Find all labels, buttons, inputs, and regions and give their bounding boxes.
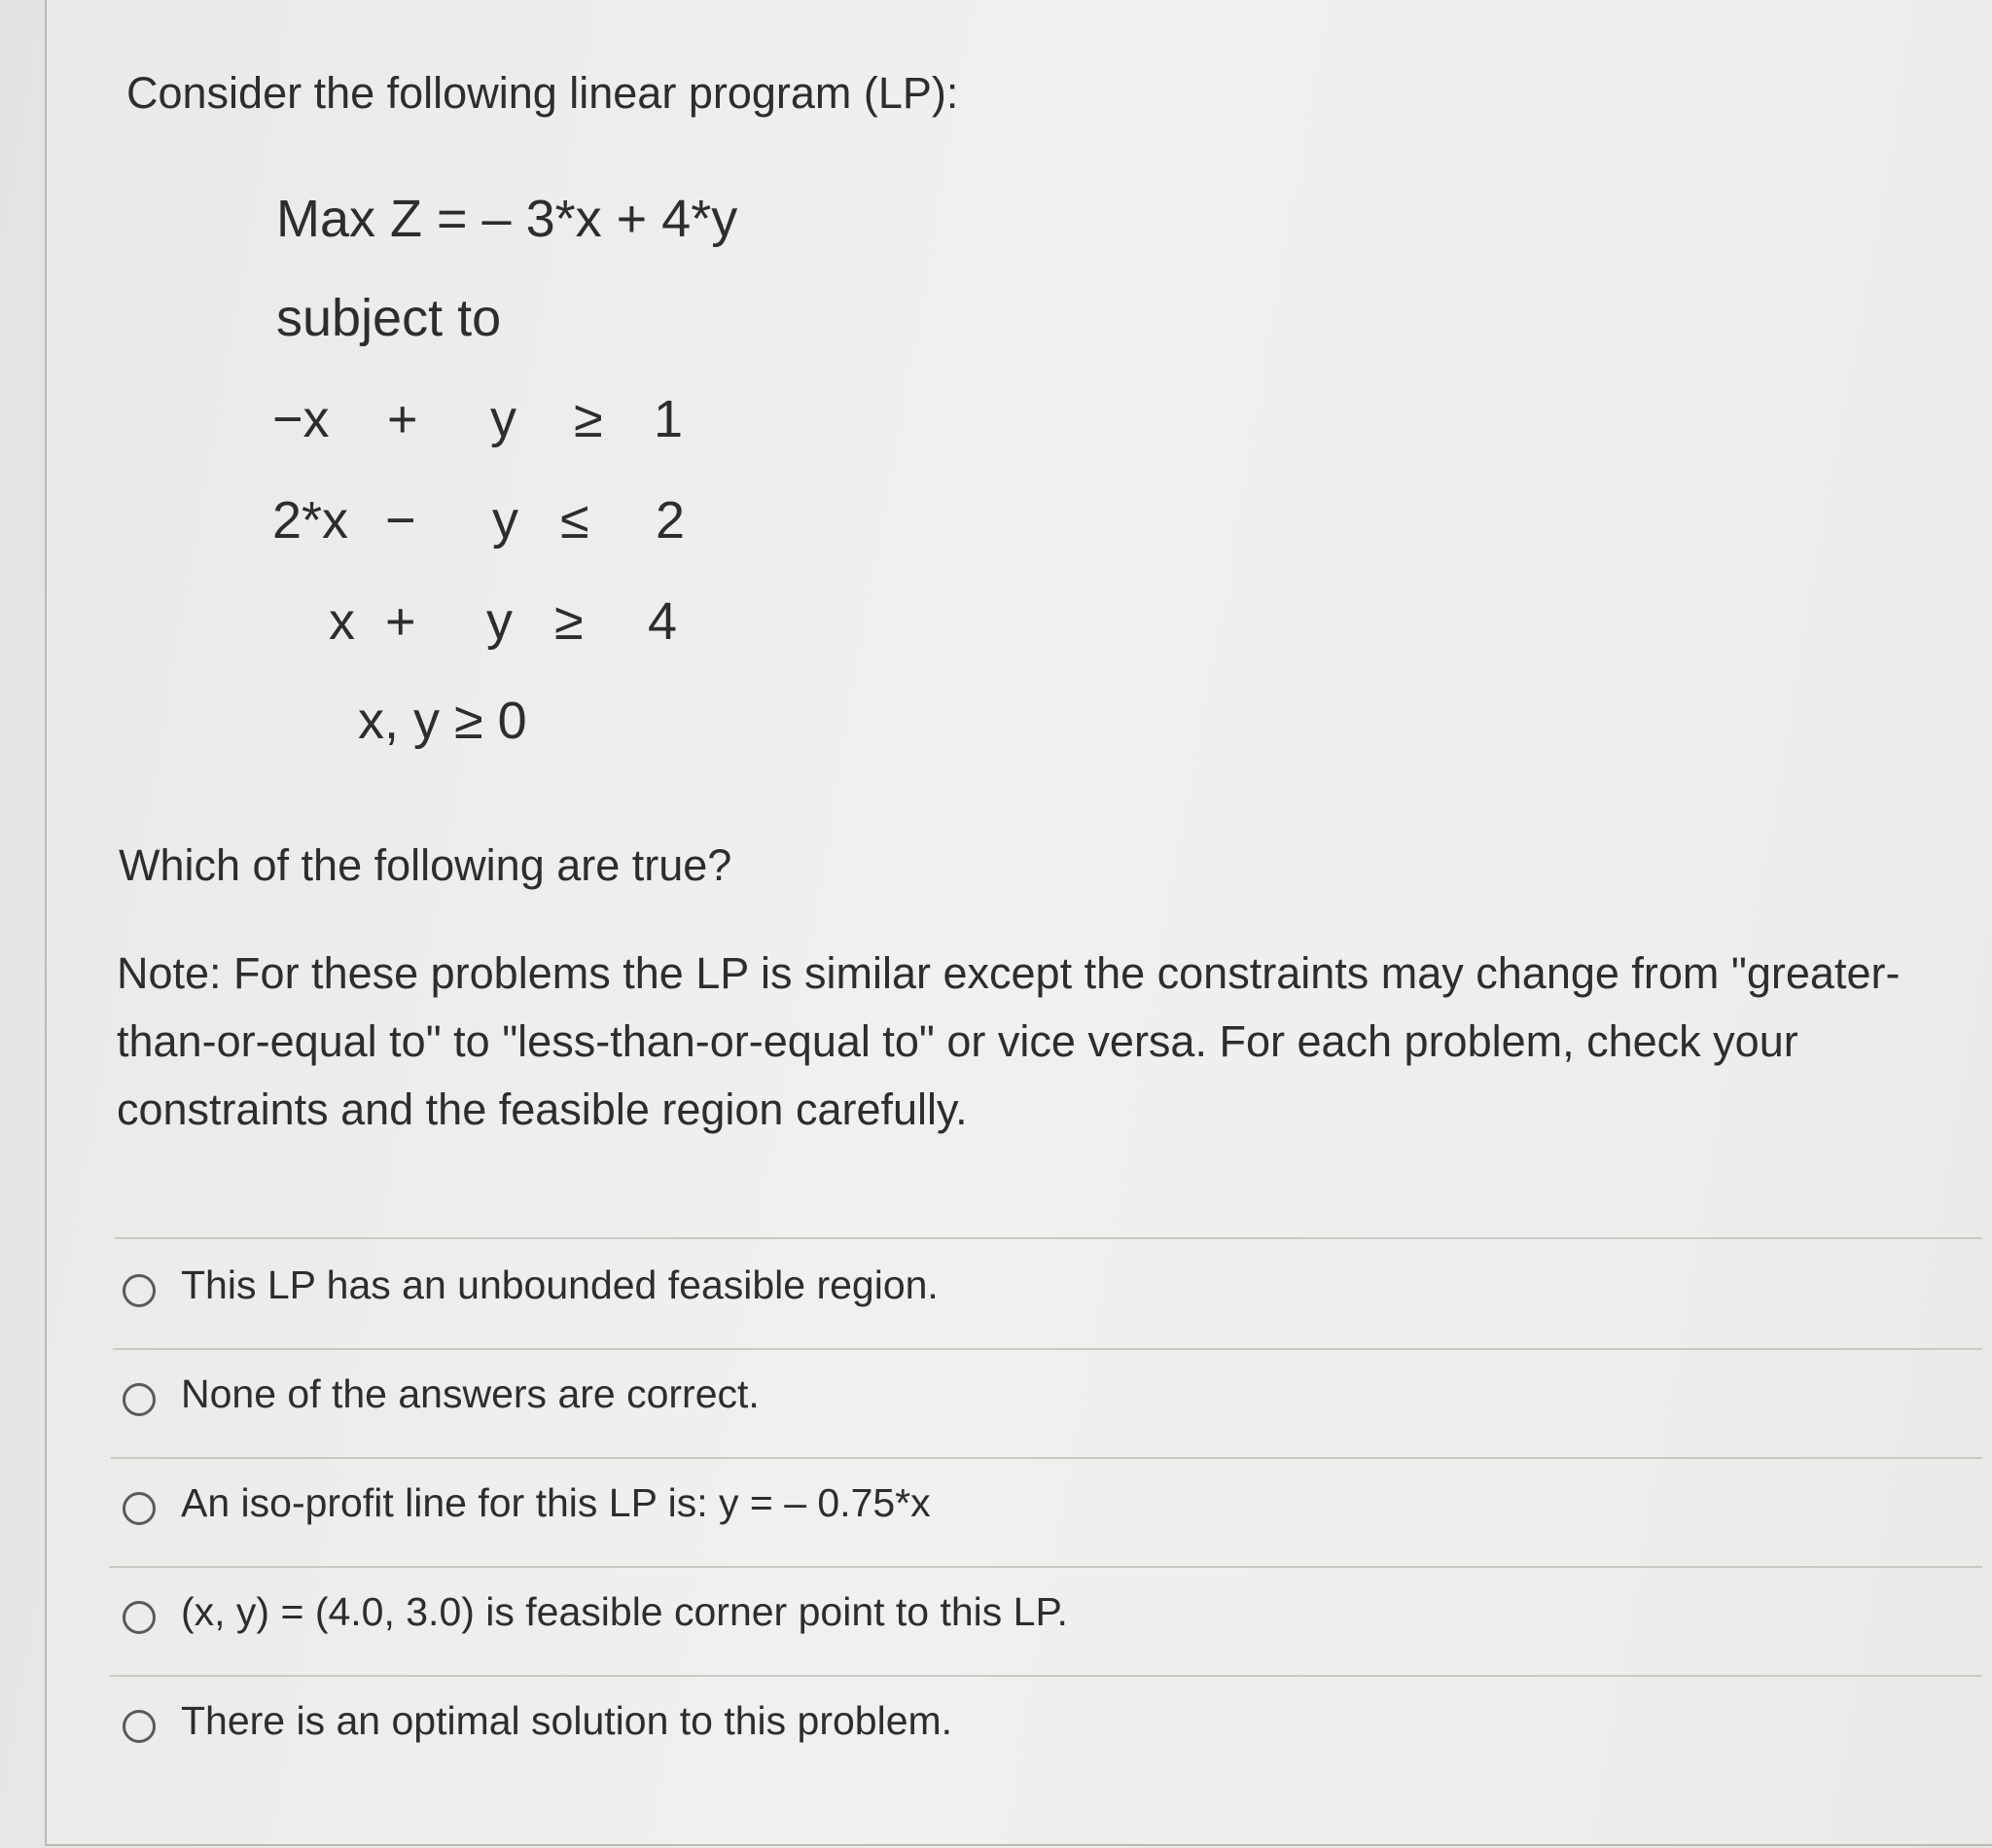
note-line: Note: For these problems the LP is similar except the constraints may change from "greater- (117, 948, 1901, 998)
objective-function: Max Z = – 3*x + 4*y (276, 190, 738, 248)
constraint-3-operator: + (385, 592, 416, 651)
constraint-2-relation: ≤ (560, 491, 589, 550)
answer-option-optimal-solution[interactable] (117, 1681, 1945, 1778)
constraint-1-rhs: 1 (654, 390, 684, 448)
constraint-3-rhs: 4 (648, 592, 678, 651)
constraint-1-operator: + (387, 390, 418, 448)
answer-option-label: This LP has an unbounded feasible region. (181, 1262, 939, 1307)
answer-option-label: (x, y) = (4.0, 3.0) is feasible corner point to this LP. (181, 1589, 1068, 1634)
answer-option-iso-profit[interactable] (117, 1463, 1945, 1560)
radio-button-icon[interactable] (123, 1492, 156, 1525)
problem-intro: Consider the following linear program (LP): (126, 68, 959, 118)
nonnegativity-constraint: x, y ≥ 0 (358, 692, 527, 750)
option-divider (113, 1348, 1982, 1350)
question-card (45, 0, 1992, 1846)
constraint-1-term-x: −x (272, 390, 330, 448)
constraint-3-relation: ≥ (554, 592, 584, 651)
constraint-2-rhs: 2 (656, 491, 686, 550)
constraint-1-relation: ≥ (574, 390, 603, 448)
answer-option-label: An iso-profit line for this LP is: y = – 0.75*x (181, 1480, 931, 1525)
constraint-1-term-y: y (490, 390, 516, 448)
answer-option-corner-point[interactable] (117, 1572, 1945, 1669)
answer-option-label: None of the answers are correct. (181, 1371, 760, 1416)
constraint-3-term-y: y (486, 592, 513, 651)
constraint-3-term-x: x (329, 592, 355, 651)
radio-button-icon[interactable] (123, 1710, 156, 1743)
radio-button-icon[interactable] (123, 1383, 156, 1416)
answer-option-unbounded[interactable] (117, 1245, 1945, 1342)
note-paragraph (117, 940, 1945, 1144)
radio-button-icon[interactable] (123, 1274, 156, 1307)
option-divider (109, 1675, 1982, 1677)
answer-option-label: There is an optimal solution to this problem. (181, 1698, 953, 1743)
option-divider (111, 1457, 1982, 1459)
answer-option-none-correct[interactable] (117, 1354, 1945, 1451)
constraint-2-operator: − (385, 491, 416, 550)
subject-to-label: subject to (276, 289, 502, 347)
question-prompt: Which of the following are true? (119, 840, 732, 890)
radio-button-icon[interactable] (123, 1601, 156, 1634)
options-top-divider (115, 1237, 1982, 1239)
note-line: constraints and the feasible region carefully. (117, 1084, 968, 1134)
note-line: than-or-equal to" to "less-than-or-equal to" or vice versa. For each problem, check your (117, 1016, 1798, 1066)
constraint-2-term-x: 2*x (272, 491, 349, 550)
constraint-2-term-y: y (492, 491, 518, 550)
option-divider (109, 1566, 1982, 1568)
